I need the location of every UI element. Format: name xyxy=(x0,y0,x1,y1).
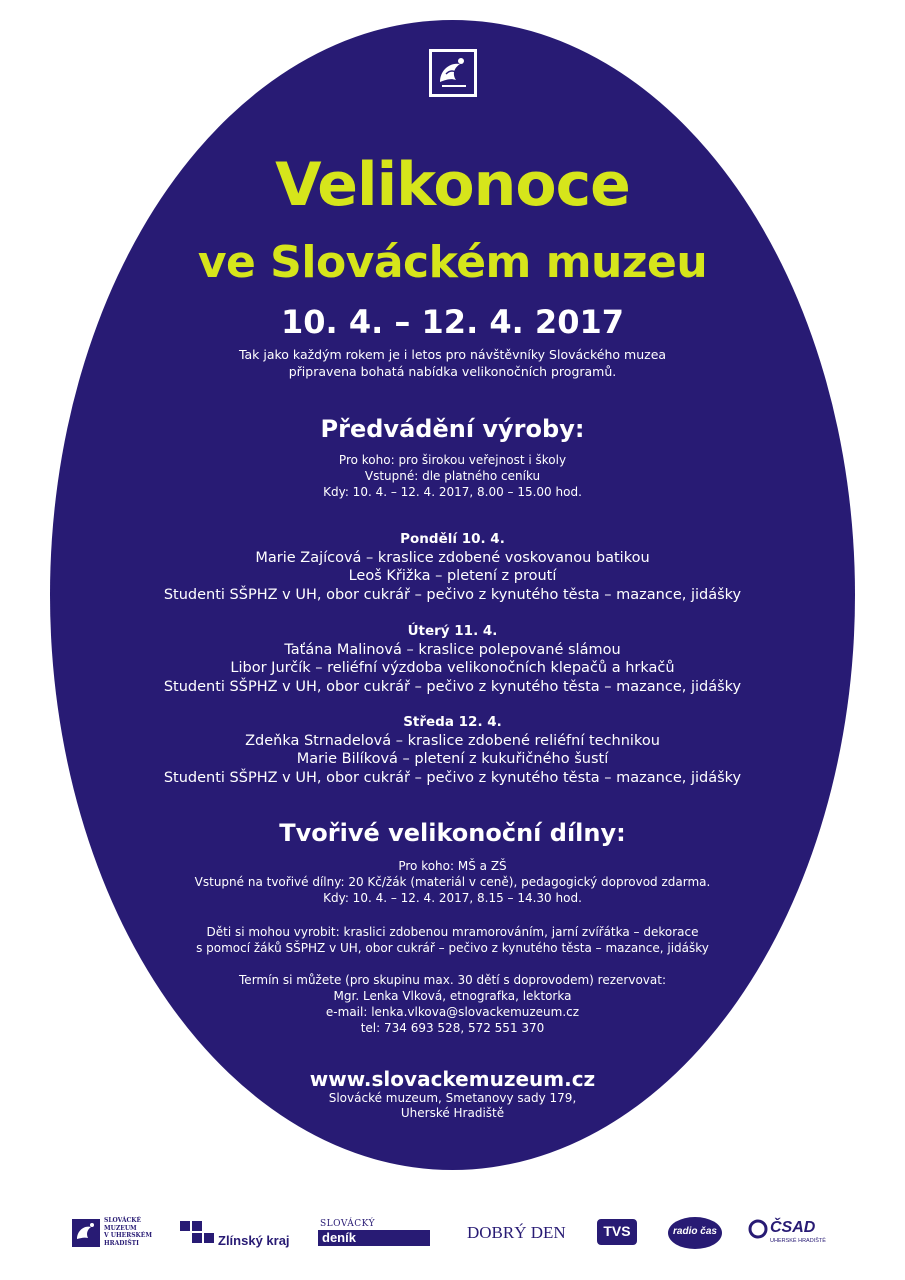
section1-info: Pro koho: pro širokou veřejnost i školy Vstupné: dle platného ceníku Kdy: 10. 4. – 12. 4. 2017, 8.00 – 15.00 hod. xyxy=(323,453,582,499)
museum-small-logo-icon xyxy=(72,1219,100,1247)
sponsor-csad: ČSAD UHERSKÉ HRADIŠTĚ xyxy=(748,1219,838,1251)
sponsor-tvs: TVS xyxy=(597,1219,641,1249)
contact-phone: tel: 734 693 528, 572 551 370 xyxy=(360,1021,545,1035)
title-line1: Velikonoce xyxy=(275,150,630,220)
section2-activities: Děti si mohou vyrobit: kraslici zdobenou mramorováním, jarní zvířátka – dekorace s pomocí žáků SŠPHZ v UH, obor cukrář – pečivo z kynutého těsta – mazance, jidášky xyxy=(196,925,709,955)
sponsor-zlinsky-kraj: Zlínský kraj xyxy=(180,1221,295,1251)
sponsor-slovacky-denik: SLOVÁCKÝ deník xyxy=(318,1219,430,1249)
website-link[interactable]: www.slovackemuzeum.cz xyxy=(309,1067,596,1091)
zlinsky-kraj-icon xyxy=(180,1221,214,1247)
sponsor-radio-cas: radio čas xyxy=(668,1213,724,1253)
sponsor-logos xyxy=(0,1205,905,1255)
section1-heading: Předvádění výroby: xyxy=(320,415,585,443)
sponsor-slovacke-muzeum: SLOVÁCKÉ MUZEUM V UHERSKÉM HRADIŠTI xyxy=(72,1217,162,1253)
section2-info: Pro koho: MŠ a ZŠ Vstupné na tvořivé dílny: 20 Kč/žák (materiál v ceně), pedagogický doprovod zdarma. Kdy: 10. 4. – 12. 4. 2017, 8.15 – 14.30 hod. xyxy=(194,859,711,905)
museum-address: Slovácké muzeum, Smetanovy sady 179, Uherské Hradiště xyxy=(328,1091,577,1120)
csad-icon xyxy=(748,1219,768,1239)
section2-contact: Termín si můžete (pro skupinu max. 30 dětí s doprovodem) rezervovat: Mgr. Lenka Vlková, etnografka, lektorka e-mail: lenka.vlkova@slovackemuzeum.cz tel: 734 693 528, 572 551 370 xyxy=(50,972,855,1036)
section2-heading: Tvořivé velikonoční dílny: xyxy=(279,819,626,847)
event-dates: 10. 4. – 12. 4. 2017 xyxy=(281,303,624,341)
museum-logo-icon xyxy=(429,49,477,97)
contact-email[interactable]: e-mail: lenka.vlkova@slovackemuzeum.cz xyxy=(325,1005,580,1019)
title-line2: ve Slováckém muzeu xyxy=(197,237,708,288)
sponsor-dobry-den: DOBRÝ DEN xyxy=(467,1223,566,1242)
day-monday: Pondělí 10. 4. Marie Zajícová – kraslice zdobené voskovanou batikou Leoš Křižka – pletení z proutí Studenti SŠPHZ v UH, obor cukrář – pečivo z kynutého těsta – mazance, jidášky xyxy=(163,531,742,603)
day-wednesday: Středa 12. 4. Zdeňka Strnadelová – kraslice zdobené reliéfní technikou Marie Bilíková – pletení z kukuřičného šustí Studenti SŠPHZ v UH, obor cukrář – pečivo z kynutého těsta – mazance, jidášky xyxy=(163,714,742,786)
day-tuesday: Úterý 11. 4. Taťána Malinová – kraslice polepované slámou Libor Jurčík – reliéfní výzdoba velikonočních klepačů a hrkačů Studenti SŠPHZ v UH, obor cukrář – pečivo z kynutého těsta – mazance, jidášky xyxy=(163,623,742,695)
intro-text: Tak jako každým rokem je i letos pro návštěvníky Slováckého muzea připravena bohatá nabídka velikonočních programů. xyxy=(238,347,667,379)
